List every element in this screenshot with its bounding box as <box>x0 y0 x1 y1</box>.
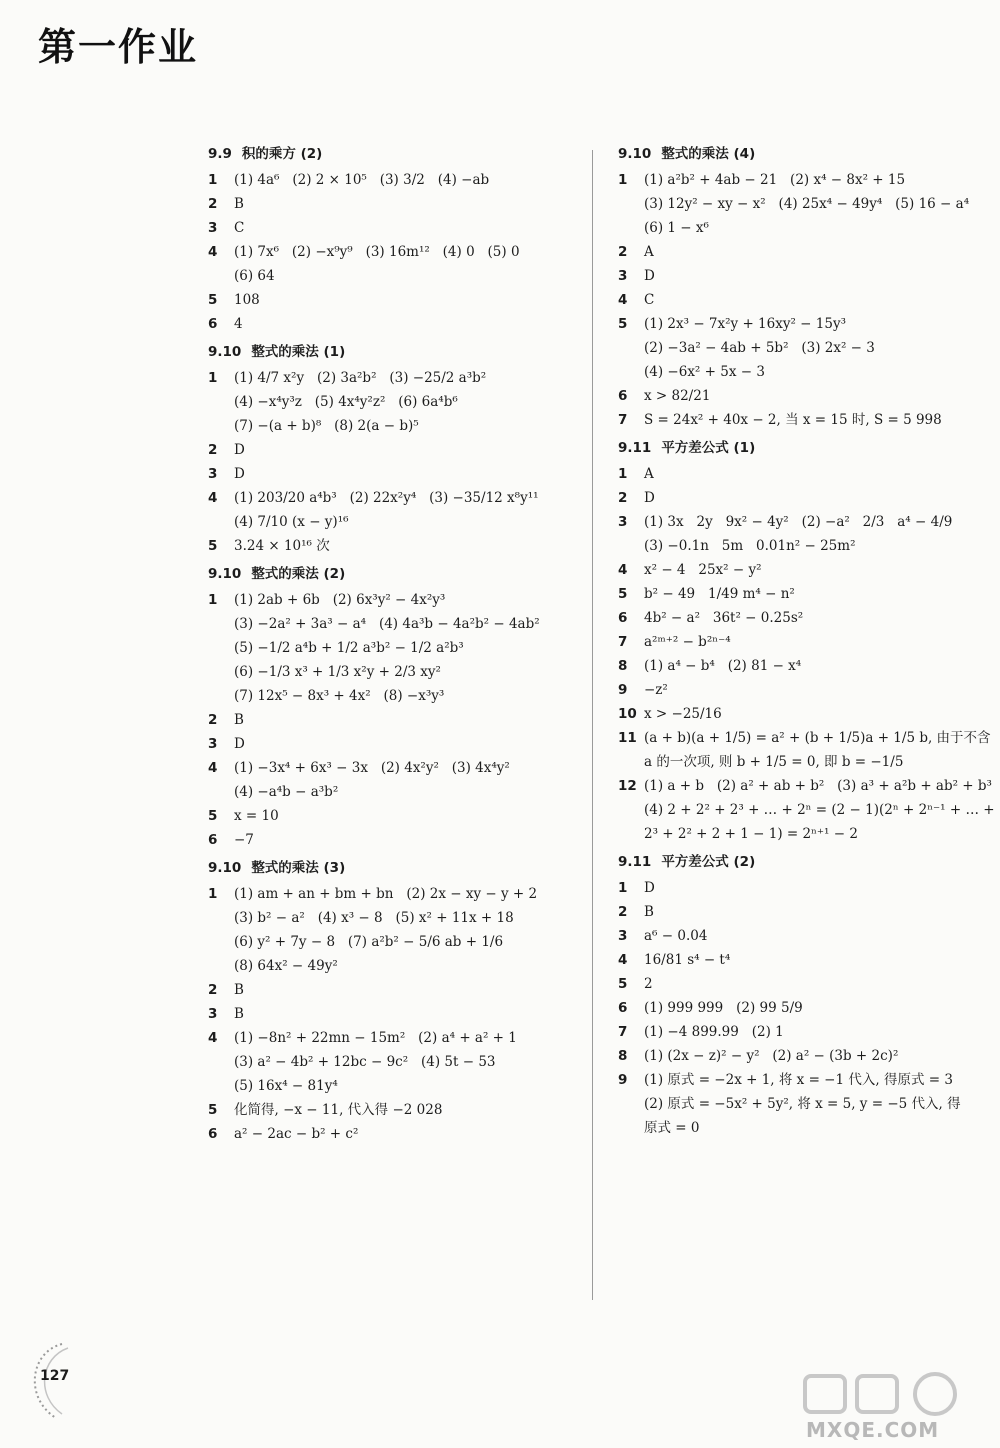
answer-line: (3) a² − 4b² + 12bc − 9c² (4) 5t − 53 <box>234 1054 496 1070</box>
answer-number: 3 <box>208 1006 218 1022</box>
answer-number: 8 <box>618 658 628 674</box>
answer-line: D <box>234 736 245 752</box>
answer-number: 5 <box>618 316 628 332</box>
answer-item <box>618 702 988 726</box>
answer-line: 4b² − a² 36t² − 0.25s² <box>644 610 804 626</box>
answer-item <box>618 510 988 558</box>
answer-number: 9 <box>618 1072 628 1088</box>
answer-line: x = 10 <box>234 808 279 824</box>
answer-line: (1) 7x⁶ (2) −x⁹y⁹ (3) 16m¹² (4) 0 (5) 0 <box>234 244 520 260</box>
answer-number: 10 <box>618 706 637 722</box>
answer-line: 3.24 × 10¹⁶ 次 <box>234 538 330 554</box>
answer-number: 4 <box>208 1030 218 1046</box>
answer-line: (4) −x⁴y³z (5) 4x⁴y²z² (6) 6a⁴b⁶ <box>234 394 458 410</box>
answer-line: (1) 2x³ − 7x²y + 16xy² − 15y³ <box>644 316 846 332</box>
answer-number: 5 <box>208 292 218 308</box>
answer-number: 1 <box>208 592 218 608</box>
answer-item <box>618 678 988 702</box>
answer-number: 6 <box>618 1000 628 1016</box>
answer-line: 4 <box>234 316 243 332</box>
answer-line: (1) am + an + bm + bn (2) 2x − xy − y + 2 <box>234 886 538 902</box>
answer-item <box>618 606 988 630</box>
section-title: 整式的乘法 (3) <box>251 860 346 876</box>
section-title: 平方差公式 (1) <box>661 440 756 456</box>
answer-number: 4 <box>208 244 218 260</box>
answer-number: 12 <box>618 778 637 794</box>
answer-number: 3 <box>618 268 628 284</box>
answer-number: 3 <box>618 928 628 944</box>
answer-line: a⁶ − 0.04 <box>644 928 708 944</box>
answer-number: 5 <box>618 586 628 602</box>
section-heading <box>208 858 578 878</box>
answer-item <box>208 882 578 978</box>
answer-line: D <box>234 442 245 458</box>
answer-number: 4 <box>618 952 628 968</box>
answer-item <box>618 876 988 900</box>
answer-item <box>618 582 988 606</box>
answer-item <box>618 264 988 288</box>
answer-number: 7 <box>618 412 628 428</box>
section-heading <box>208 564 578 584</box>
answer-line: (4) −6x² + 5x − 3 <box>644 364 765 380</box>
answer-line: 16/81 s⁴ − t⁴ <box>644 952 731 968</box>
answer-item <box>208 168 578 192</box>
answer-number: 6 <box>208 1126 218 1142</box>
answer-number: 5 <box>208 1102 218 1118</box>
answer-number: 6 <box>208 316 218 332</box>
answer-line: D <box>644 880 655 896</box>
answer-line: D <box>644 268 655 284</box>
answer-item <box>618 774 995 846</box>
answer-line: −7 <box>234 832 254 848</box>
answer-item <box>208 486 578 534</box>
answer-number: 3 <box>208 220 218 236</box>
answer-line: (a + b)(a + 1/5) = a² + (b + 1/5)a + 1/5 b, 由于不含 <box>644 730 991 746</box>
answer-item <box>618 462 988 486</box>
answer-line: a 的一次项, 则 b + 1/5 = 0, 即 b = −1/5 <box>644 754 904 770</box>
answer-item <box>208 1026 578 1098</box>
answer-item <box>618 654 988 678</box>
answer-item <box>208 366 578 438</box>
section-number: 9.10 <box>618 146 652 162</box>
answer-item <box>618 288 988 312</box>
answer-line: (1) −8n² + 22mn − 15m² (2) a⁴ + a² + 1 <box>234 1030 517 1046</box>
answer-number: 7 <box>618 1024 628 1040</box>
answer-item <box>208 588 578 708</box>
answer-line: B <box>234 1006 244 1022</box>
answer-number: 6 <box>618 388 628 404</box>
answer-line: (4) 2 + 2² + 2³ + … + 2ⁿ = (2 − 1)(2ⁿ + 2ⁿ⁻¹ + … + <box>644 802 995 818</box>
answer-item <box>208 240 578 288</box>
answer-line: B <box>644 904 654 920</box>
answer-item <box>208 312 578 336</box>
answer-number: 2 <box>618 490 628 506</box>
answer-line: (3) b² − a² (4) x³ − 8 (5) x² + 11x + 18 <box>234 910 514 926</box>
section-heading <box>618 144 988 164</box>
answer-item <box>208 1002 578 1026</box>
section-heading <box>618 852 988 872</box>
answer-line: D <box>644 490 655 506</box>
answer-line: (1) −4 899.99 (2) 1 <box>644 1024 784 1040</box>
answer-item <box>208 828 578 852</box>
answer-number: 2 <box>208 982 218 998</box>
answer-number: 1 <box>208 886 218 902</box>
answer-item <box>208 804 578 828</box>
answer-item <box>618 408 988 432</box>
answer-number: 4 <box>618 292 628 308</box>
answer-item <box>208 1098 578 1122</box>
section-heading <box>208 144 578 164</box>
answer-number: 4 <box>208 760 218 776</box>
answer-line: a²ᵐ⁺² − b²ⁿ⁻⁴ <box>644 634 731 650</box>
answer-number: 9 <box>618 682 628 698</box>
answer-line: B <box>234 712 244 728</box>
answer-line: (1) a²b² + 4ab − 21 (2) x⁴ − 8x² + 15 <box>644 172 906 188</box>
answer-number: 1 <box>208 172 218 188</box>
answer-line: (1) 999 999 (2) 99 5/9 <box>644 1000 803 1016</box>
answer-item <box>618 1044 988 1068</box>
section-title: 整式的乘法 (1) <box>251 344 346 360</box>
answer-item <box>208 192 578 216</box>
answer-item <box>618 996 988 1020</box>
answer-line: x > −25/16 <box>644 706 722 722</box>
answer-number: 4 <box>208 490 218 506</box>
section-number: 9.9 <box>208 146 232 162</box>
answer-line: (4) 7/10 (x − y)¹⁶ <box>234 514 349 530</box>
answer-line: (7) 12x⁵ − 8x³ + 4x² (8) −x³y³ <box>234 688 445 704</box>
answer-line: (1) −3x⁴ + 6x³ − 3x (2) 4x²y² (3) 4x⁴y² <box>234 760 510 776</box>
answer-item <box>618 168 988 240</box>
answer-item <box>208 1122 578 1146</box>
answer-line: b² − 49 1/49 m⁴ − n² <box>644 586 795 602</box>
answer-line: (1) 203/20 a⁴b³ (2) 22x²y⁴ (3) −35/12 x⁸y¹¹ <box>234 490 539 506</box>
answer-number: 4 <box>618 562 628 578</box>
answer-number: 2 <box>208 196 218 212</box>
answer-line: a² − 2ac − b² + c² <box>234 1126 359 1142</box>
answer-line: (7) −(a + b)⁸ (8) 2(a − b)⁵ <box>234 418 419 434</box>
answer-line: (3) 12y² − xy − x² (4) 25x⁴ − 49y⁴ (5) 16 − a⁴ <box>644 196 970 212</box>
answer-number: 1 <box>618 172 628 188</box>
answer-line: (2) 原式 = −5x² + 5y², 将 x = 5, y = −5 代入, 得 <box>644 1096 961 1112</box>
section-title: 整式的乘法 (2) <box>251 566 346 582</box>
answer-line: A <box>644 244 654 260</box>
section-title: 积的乘方 (2) <box>241 146 323 162</box>
answer-item <box>618 312 988 384</box>
answer-line: (6) 1 − x⁶ <box>644 220 709 236</box>
answer-item <box>618 948 988 972</box>
answer-line: (2) −3a² − 4ab + 5b² (3) 2x² − 3 <box>644 340 875 356</box>
answer-item <box>618 630 988 654</box>
answer-item <box>618 900 988 924</box>
answer-number: 5 <box>208 538 218 554</box>
answer-line: 原式 = 0 <box>644 1120 700 1136</box>
answer-line: 2 <box>644 976 653 992</box>
answer-number: 3 <box>208 466 218 482</box>
answer-line: −z² <box>644 682 668 698</box>
answer-item <box>208 216 578 240</box>
section-number: 9.11 <box>618 440 652 456</box>
answer-item <box>618 240 988 264</box>
answer-item <box>618 972 988 996</box>
answer-item <box>208 288 578 312</box>
answer-line: (6) y² + 7y − 8 (7) a²b² − 5/6 ab + 1/6 <box>234 934 504 950</box>
answer-item <box>618 726 991 774</box>
answer-item <box>208 756 578 804</box>
answer-line: (1) 2ab + 6b (2) 6x³y² − 4x²y³ <box>234 592 446 608</box>
answer-item <box>208 708 578 732</box>
answer-number: 7 <box>618 634 628 650</box>
answer-item <box>208 462 578 486</box>
answer-item <box>618 924 988 948</box>
answer-line: x² − 4 25x² − y² <box>644 562 762 578</box>
answer-number: 2 <box>208 712 218 728</box>
answer-line: (1) a + b (2) a² + ab + b² (3) a³ + a²b + ab² + b³ <box>644 778 992 794</box>
answer-line: (1) 4/7 x²y (2) 3a²b² (3) −25/2 a³b² <box>234 370 487 386</box>
section-heading <box>618 438 988 458</box>
answer-line: C <box>644 292 655 308</box>
answer-line: (1) a⁴ − b⁴ (2) 81 − x⁴ <box>644 658 802 674</box>
answer-item <box>618 1020 988 1044</box>
answer-item <box>208 534 578 558</box>
answer-line: (6) 64 <box>234 268 275 284</box>
section-number: 9.10 <box>208 860 242 876</box>
answer-line: (1) (2x − z)² − y² (2) a² − (3b + 2c)² <box>644 1048 899 1064</box>
answer-line: (4) −a⁴b − a³b² <box>234 784 339 800</box>
answer-line: C <box>234 220 245 236</box>
section-heading <box>208 342 578 362</box>
answer-number: 2 <box>618 244 628 260</box>
answer-line: (3) −0.1n 5m 0.01n² − 25m² <box>644 538 856 554</box>
answer-item <box>618 384 988 408</box>
answer-number: 2 <box>208 442 218 458</box>
answer-line: (6) −1/3 x³ + 1/3 x²y + 2/3 xy² <box>234 664 441 680</box>
right-answer-column <box>618 138 995 1140</box>
answer-line: B <box>234 196 244 212</box>
answer-line: (5) −1/2 a⁴b + 1/2 a³b² − 1/2 a²b³ <box>234 640 464 656</box>
answer-line: (8) 64x² − 49y² <box>234 958 338 974</box>
column-divider <box>592 150 593 1300</box>
answer-number: 6 <box>618 610 628 626</box>
answer-number: 6 <box>208 832 218 848</box>
answer-line: S = 24x² + 40x − 2, 当 x = 15 时, S = 5 998 <box>644 412 942 428</box>
answer-item <box>618 486 988 510</box>
answer-item <box>618 1068 988 1140</box>
book-title: 第一作业 <box>38 25 199 69</box>
answer-line: A <box>644 466 654 482</box>
answer-item <box>208 732 578 756</box>
answer-line: (1) 4a⁶ (2) 2 × 10⁵ (3) 3/2 (4) −ab <box>234 172 490 188</box>
section-title: 平方差公式 (2) <box>661 854 756 870</box>
answer-line: B <box>234 982 244 998</box>
answer-line: 化简得, −x − 11, 代入得 −2 028 <box>234 1102 443 1118</box>
page-number: 127 <box>40 1368 70 1384</box>
answer-line: (1) 3x 2y 9x² − 4y² (2) −a² 2/3 a⁴ − 4/9 <box>644 514 953 530</box>
section-number: 9.10 <box>208 344 242 360</box>
answer-item <box>618 558 988 582</box>
answer-number: 3 <box>208 736 218 752</box>
answer-number: 1 <box>618 466 628 482</box>
answer-number: 5 <box>208 808 218 824</box>
watermark-text: MXQE.COM <box>806 1418 940 1442</box>
answer-item <box>208 978 578 1002</box>
left-answer-column <box>208 138 578 1146</box>
answer-line: (3) −2a² + 3a³ − a⁴ (4) 4a³b − 4a²b² − 4ab² <box>234 616 540 632</box>
answer-item <box>208 438 578 462</box>
section-number: 9.10 <box>208 566 242 582</box>
answer-line: (1) 原式 = −2x + 1, 将 x = −1 代入, 得原式 = 3 <box>644 1072 953 1088</box>
section-number: 9.11 <box>618 854 652 870</box>
answer-number: 11 <box>618 730 637 746</box>
answer-number: 8 <box>618 1048 628 1064</box>
answer-line: x > 82/21 <box>644 388 711 404</box>
answer-number: 5 <box>618 976 628 992</box>
answer-number: 1 <box>618 880 628 896</box>
answer-number: 3 <box>618 514 628 530</box>
answer-number: 1 <box>208 370 218 386</box>
section-title: 整式的乘法 (4) <box>661 146 756 162</box>
answer-line: D <box>234 466 245 482</box>
answer-line: 2³ + 2² + 2 + 1 − 1) = 2ⁿ⁺¹ − 2 <box>644 826 858 842</box>
answer-line: 108 <box>234 292 260 308</box>
answer-line: (5) 16x⁴ − 81y⁴ <box>234 1078 338 1094</box>
answer-number: 2 <box>618 904 628 920</box>
